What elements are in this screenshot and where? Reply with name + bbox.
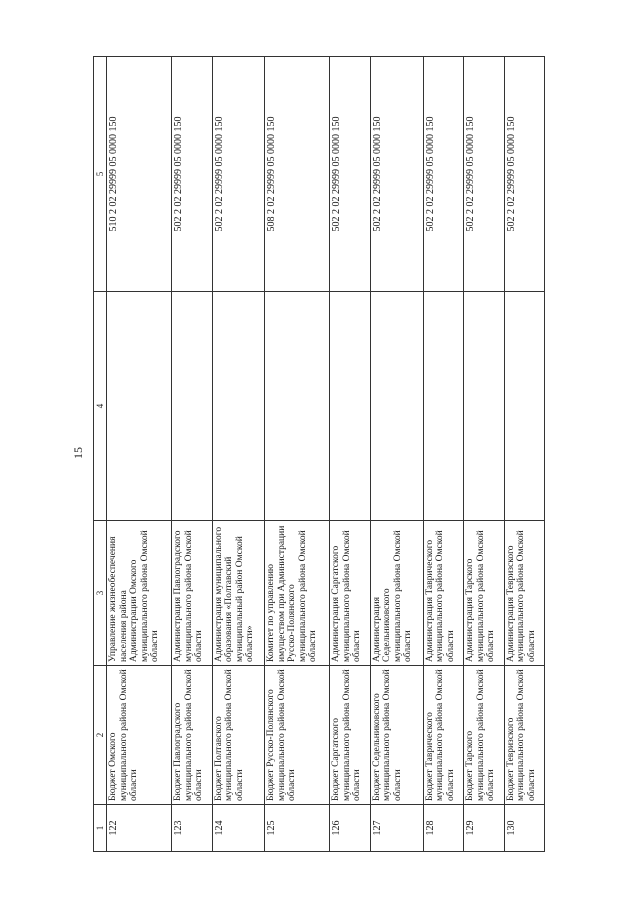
budget-name: Бюджет Полтавского муниципального района Омской области <box>212 666 265 805</box>
table-row <box>212 57 265 852</box>
budget-code: 502 2 02 29999 05 0000 150 <box>464 57 504 292</box>
page-number: 15 <box>71 447 85 459</box>
header-row <box>94 57 107 852</box>
column-4-cell <box>370 292 423 521</box>
budget-code: 502 2 02 29999 05 0000 150 <box>212 57 265 292</box>
table-row <box>464 57 504 852</box>
administrator-name: Администрация Таврического муниципального района Омской области <box>423 521 463 666</box>
row-number: 125 <box>265 805 330 852</box>
budget-name: Бюджет Омского муниципального района Омской области <box>107 666 172 805</box>
budget-code: 502 2 02 29999 05 0000 150 <box>172 57 212 292</box>
row-number: 123 <box>172 805 212 852</box>
column-4-cell <box>265 292 330 521</box>
budget-code: 502 2 02 29999 05 0000 150 <box>423 57 463 292</box>
budget-name: Бюджет Тарского муниципального района Омской области <box>464 666 504 805</box>
column-4-cell <box>464 292 504 521</box>
header-col-4: 4 <box>94 292 107 521</box>
column-4-cell <box>212 292 265 521</box>
header-col-2: 2 <box>94 666 107 805</box>
table-row <box>265 57 330 852</box>
budget-code: 502 2 02 29999 05 0000 150 <box>330 57 370 292</box>
table-row <box>330 57 370 852</box>
budget-code: 510 2 02 29999 05 0000 150 <box>107 57 172 292</box>
budget-name: Бюджет Саргатского муниципального района Омской области <box>330 666 370 805</box>
column-4-cell <box>172 292 212 521</box>
administrator-name: Администрация Саргатского муниципального района Омской области <box>330 521 370 666</box>
column-4-cell <box>423 292 463 521</box>
row-number: 127 <box>370 805 423 852</box>
budget-name: Бюджет Русско-Полянского муниципального района Омской области <box>265 666 330 805</box>
budget-name: Бюджет Павлоградского муниципального района Омской области <box>172 666 212 805</box>
table-row <box>423 57 463 852</box>
budget-name: Бюджет Тевризского муниципального района Омской области <box>504 666 545 805</box>
row-number: 128 <box>423 805 463 852</box>
administrator-name: Управление жизнеобеспечения населения района Администрации Омского муниципального района Омской области <box>107 521 172 666</box>
administrator-name: Администрация Седельниковского муниципального района Омской области <box>370 521 423 666</box>
row-number: 130 <box>504 805 545 852</box>
rotated-table-wrapper <box>93 92 545 852</box>
budget-code: 502 2 02 29999 05 0000 150 <box>504 57 545 292</box>
budget-code: 502 2 02 29999 05 0000 150 <box>370 57 423 292</box>
header-col-1: 1 <box>94 805 107 852</box>
row-number: 124 <box>212 805 265 852</box>
column-4-cell <box>107 292 172 521</box>
column-4-cell <box>330 292 370 521</box>
table-row <box>172 57 212 852</box>
column-4-cell <box>504 292 545 521</box>
header-col-3: 3 <box>94 521 107 666</box>
administrator-name: Администрация Тарского муниципального района Омской области <box>464 521 504 666</box>
administrator-name: Администрация Тевризского муниципального района Омской области <box>504 521 545 666</box>
row-number: 126 <box>330 805 370 852</box>
administrator-name: Администрация Павлоградского муниципального района Омской области <box>172 521 212 666</box>
row-number: 122 <box>107 805 172 852</box>
budget-name: Бюджет Седельниковского муниципального района Омской области <box>370 666 423 805</box>
administrator-name: Комитет по управлению имуществом при Администрации Русско-Полянского муниципального района Омской области <box>265 521 330 666</box>
budget-table <box>93 56 545 852</box>
row-number: 129 <box>464 805 504 852</box>
budget-name: Бюджет Таврического муниципального района Омской области <box>423 666 463 805</box>
budget-code: 508 2 02 29999 05 0000 150 <box>265 57 330 292</box>
table-row <box>504 57 545 852</box>
administrator-name: Администрация муниципального образования «Полтавский муниципальный район Омской области» <box>212 521 265 666</box>
table-row <box>370 57 423 852</box>
header-col-5: 5 <box>94 57 107 292</box>
table-row <box>107 57 172 852</box>
